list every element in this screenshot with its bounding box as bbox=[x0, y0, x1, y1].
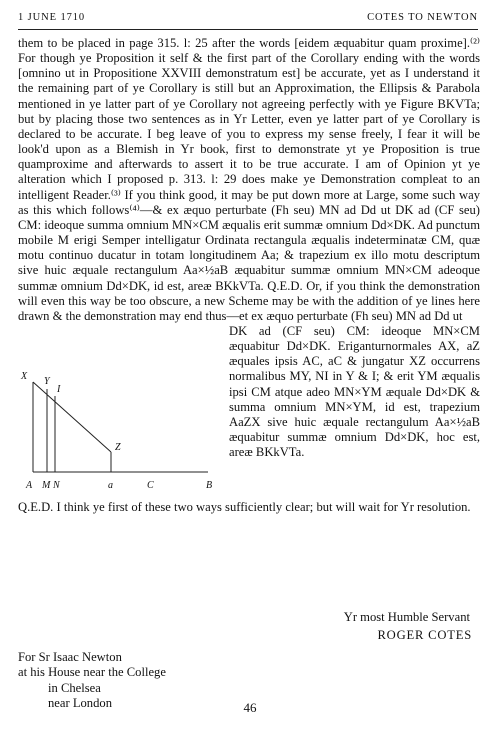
signature-name: ROGER COTES bbox=[377, 628, 472, 642]
label-Z: Z bbox=[115, 441, 121, 453]
label-X: X bbox=[21, 370, 28, 382]
line-XZ bbox=[33, 382, 111, 452]
label-N: N bbox=[53, 479, 60, 491]
page-number: 46 bbox=[243, 700, 257, 715]
address-line-3: in Chelsea bbox=[48, 680, 101, 695]
label-A: A bbox=[26, 479, 33, 491]
label-Y: Y bbox=[44, 375, 50, 387]
header-title: COTES TO NEWTON bbox=[367, 12, 478, 23]
header-date: 1 JUNE 1710 bbox=[18, 12, 86, 23]
header-rule bbox=[18, 29, 478, 30]
label-B: B bbox=[206, 479, 213, 491]
figure-wrap bbox=[18, 323, 480, 491]
geometry-figure bbox=[18, 332, 223, 500]
paragraph-beside-figure: DK ad (CF seu) CM: ideoque MN×CM æquabitur Dd×DK. Eriganturnormales AX, aZ æquales ipsis AC, aC & jungatur XZ occurrens normalibus MY, NI in Y & I; & erit YM æqualis ipsi CM atque adeo MN×YM æquale Dd×DK & summa omnium MN×YM, id est, trapezium AaZX sive huic æquale rectangulum Aa×½aB æquabitur summæ omnium Dd×DK, hoc est, areæ BKkVTa. bbox=[229, 323, 480, 460]
label-I: I bbox=[57, 383, 61, 395]
label-M: M bbox=[42, 479, 51, 491]
label-a: a bbox=[108, 479, 113, 491]
paragraph-top: them to be placed in page 315. l: 25 after the words [eidem æquabitur quam proxime].⁽²⁾ For though ye Proposition it self & the first part of the Corollary ending with the words [omnino ut in Propositione XXVIII demonstratum est] be accurate, yet as I understand it the remaining part of ye Corollary is still but an Approximation, the Ellipsis & Parabola mentioned in ye latter part of ye Corollary not agreeing perfectly with ye Figure BKVTa; but by placing those two sentences as in Yr Letter, even ye latter part of ye Corollary is declared to be accurate. I beg leave of you to express my sense freely, I fear it will be look'd upon as a Blemish in Yr book, first to demonstrate yt ye Proposition is true quamproxime and afterwards to assert it to be true accurate. I am of Opinion yt ye alteration which I proposed p. 313. l: 29 does make ye Demonstration compleat to an intelligent Reader.⁽³⁾ If you think good, it may be put down more at Large, some such way as this which follows⁽⁴⁾—& ex æquo perturbate (Fh seu) MN ad Dd ut DK ad (CF seu) CM: ideoque summa omnium MN×CM æqualis erit summæ omnium Dd×DK. Ad punctum mobile M erigi Semper intelligatur Ordinata rectangula æqualis indeterminatæ CM, quæ motu continuo ducatur in totam longitudinem Aa; & trapezium ex illo motu descriptum sive huic æquale rectangulum Aa×½aB æquabitur summæ omnium MN×CM adeoque summæ omnium Dd×DK, id est, areæ BKkVTa. Q.E.D. Or, if you think the demonstration will even this way be too obscure, a new Scheme may be with the addition of ye lines here drawn & the demonstration may end thus—et ex æquo perturbate (Fh seu) MN ad Dd ut bbox=[18, 36, 480, 323]
address-line-4: near London bbox=[48, 696, 112, 711]
running-header bbox=[18, 12, 478, 28]
letter-body bbox=[18, 36, 480, 515]
closing-line: Yr most Humble Servant bbox=[343, 610, 470, 624]
address-line-2: at his House near the College bbox=[18, 665, 166, 680]
address-line-1: For Sr Isaac Newton bbox=[18, 650, 122, 664]
label-C: C bbox=[147, 479, 154, 491]
paragraph-end: Q.E.D. I think ye first of these two ways sufficiently clear; but will wait for Yr resolution. bbox=[18, 499, 471, 514]
